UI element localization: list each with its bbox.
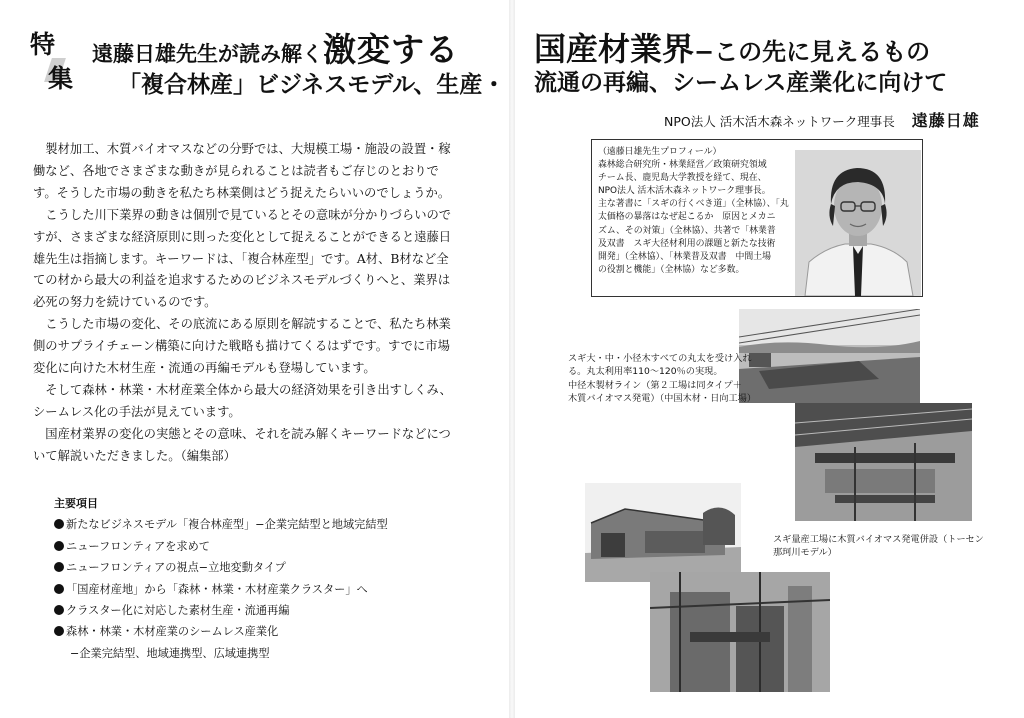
intro-body [33, 139, 453, 468]
profile-line: チーム長、鹿児島大学教授を経て、現在、 [598, 173, 767, 184]
author-portrait-photo [795, 150, 921, 296]
profile-line: ズム、その対策」（全林協）、共著で「林業普 [598, 225, 776, 236]
body-paragraph: こうした市場の変化、その底流にある原則を解読することで、私たち林業側のサプライチェーン構築に向けた戦略も描けてくるはずです。すでに市場変化に向けた木材生産・流通の再編モデルも登場しています。 [33, 317, 451, 376]
title-emphasis: 激変する [323, 30, 459, 69]
profile-text [598, 146, 802, 277]
bullet-icon [54, 626, 64, 636]
left-title-line1 [92, 24, 459, 71]
sawmill-line-photo [795, 403, 972, 521]
topic-item [54, 621, 474, 642]
profile-line: 森林総合研究所・林業経営／政策研究領域 [598, 160, 767, 171]
log-yard-caption [568, 352, 756, 406]
topic-text: ニューフロンティアの視点−立地変動タイプ [66, 561, 286, 575]
left-title-line2: 「複合林産」ビジネスモデル、生産・ [118, 71, 506, 98]
profile-line: （遠藤日雄先生プロフィール） [598, 147, 722, 157]
topic-item [54, 536, 474, 557]
log-yard-photo [739, 309, 920, 403]
profile-line: 開発」（全林協）、「林業普及双書 中間土場 [598, 251, 772, 262]
author-line [664, 108, 980, 131]
topic-text: 「国産材産地」から「森林・林業・木材産業クラスター」へ [66, 582, 368, 596]
topic-item [54, 514, 474, 535]
author-organization: NPO法人 活木活木森ネットワーク理事長 [664, 114, 895, 129]
topics-heading: 主要項目 [54, 497, 98, 510]
body-paragraph: 国産材業界の変化の実態とその意味、それを読み解くキーワードなどについて解説いただきました。（編集部） [33, 426, 451, 463]
profile-line: 太価格の暴落はなぜ起こるか 原因とメカニ [598, 212, 776, 223]
title-industry: 国産材業界 [534, 30, 695, 68]
topic-text: 森林・林業・木材産業のシームレス産業化 [66, 625, 279, 639]
topic-text: ニューフロンティアを求めて [66, 539, 210, 553]
bullet-icon [54, 562, 64, 572]
badge-char-2: 集 [48, 64, 74, 93]
bullet-icon [54, 605, 64, 615]
page-gutter [509, 0, 515, 718]
topic-text: クラスター化に対応した素材生産・流通再編 [66, 604, 290, 618]
topic-subitem: −企業完結型、地域連携型、広域連携型 [70, 646, 270, 660]
factory-building-photo [585, 483, 741, 582]
caption-line: 木質バイオマス発電）（中国木材・日向工場） [568, 393, 757, 405]
feature-badge [26, 28, 74, 98]
author-name: 遠藤日雄 [911, 111, 980, 130]
caption-line: スギ大・中・小径木すべての丸太を受け入れ [568, 353, 752, 364]
topic-item [54, 557, 474, 578]
right-title-line2: 流通の再編、シームレス産業化に向けて [534, 69, 948, 96]
caption-line: る。丸太利用率110〜120％の実現。 [568, 366, 723, 378]
biomass-plant-photo [650, 572, 830, 692]
biomass-plant-caption [773, 533, 984, 560]
profile-line: 主な著書に「スギの行くべき道」（全林協）、「丸 [598, 199, 789, 210]
profile-line: NPO法人 活木活木森ネットワーク理事長。 [598, 186, 771, 197]
profile-line: の役割と機能」（全林協）など多数。 [598, 264, 745, 275]
topic-item [54, 600, 474, 621]
title-industry-rest: −この先に見えるもの [694, 37, 931, 66]
bullet-icon [54, 519, 64, 529]
profile-line: 及双書 スギ大径材利用の課題と新たな技術 [598, 238, 776, 249]
main-topics [54, 493, 474, 664]
topic-item [54, 579, 474, 600]
body-paragraph: そして森林・林業・木材産業全体から最大の経済効果を引き出すしくみ、シームレス化の手法が見えています。 [33, 382, 452, 419]
badge-char-1: 特 [30, 30, 56, 59]
bullet-icon [54, 584, 64, 594]
bullet-icon [54, 541, 64, 551]
body-paragraph: こうした川下業界の動きは個別で見ているとその意味が分かりづらいのですが、さまざまな経済原則に則った変化として捉えることができると遠藤日雄先生は指摘します。キーワードは、「複合林産型」です。A材、B材など全ての材から最大の利益を追求するためのビジネスモデルづくりへと、業界は必死の努力を続けているのです。 [33, 207, 452, 310]
body-paragraph: 製材加工、木質バイオマスなどの分野では、大規模工場・施設の設置・稼働など、各地でさまざまな動きが見られることは読者もご存じのとおりです。そうした市場の動きを私たち林業側はどう捉えたらいいのでしょうか。 [33, 142, 451, 200]
caption-line: スギ量産工場に木質バイオマス発電併設（トーセン [773, 534, 984, 545]
caption-line: 中径木製材ライン（第２工場は同タイプ＋ [568, 379, 742, 391]
caption-line: 那珂川モデル） [773, 547, 837, 559]
topic-text: 新たなビジネスモデル「複合林産型」−企業完結型と地域完結型 [66, 518, 388, 532]
author-profile-box [591, 139, 923, 297]
title-lead: 遠藤日雄先生が読み解く [92, 41, 323, 66]
